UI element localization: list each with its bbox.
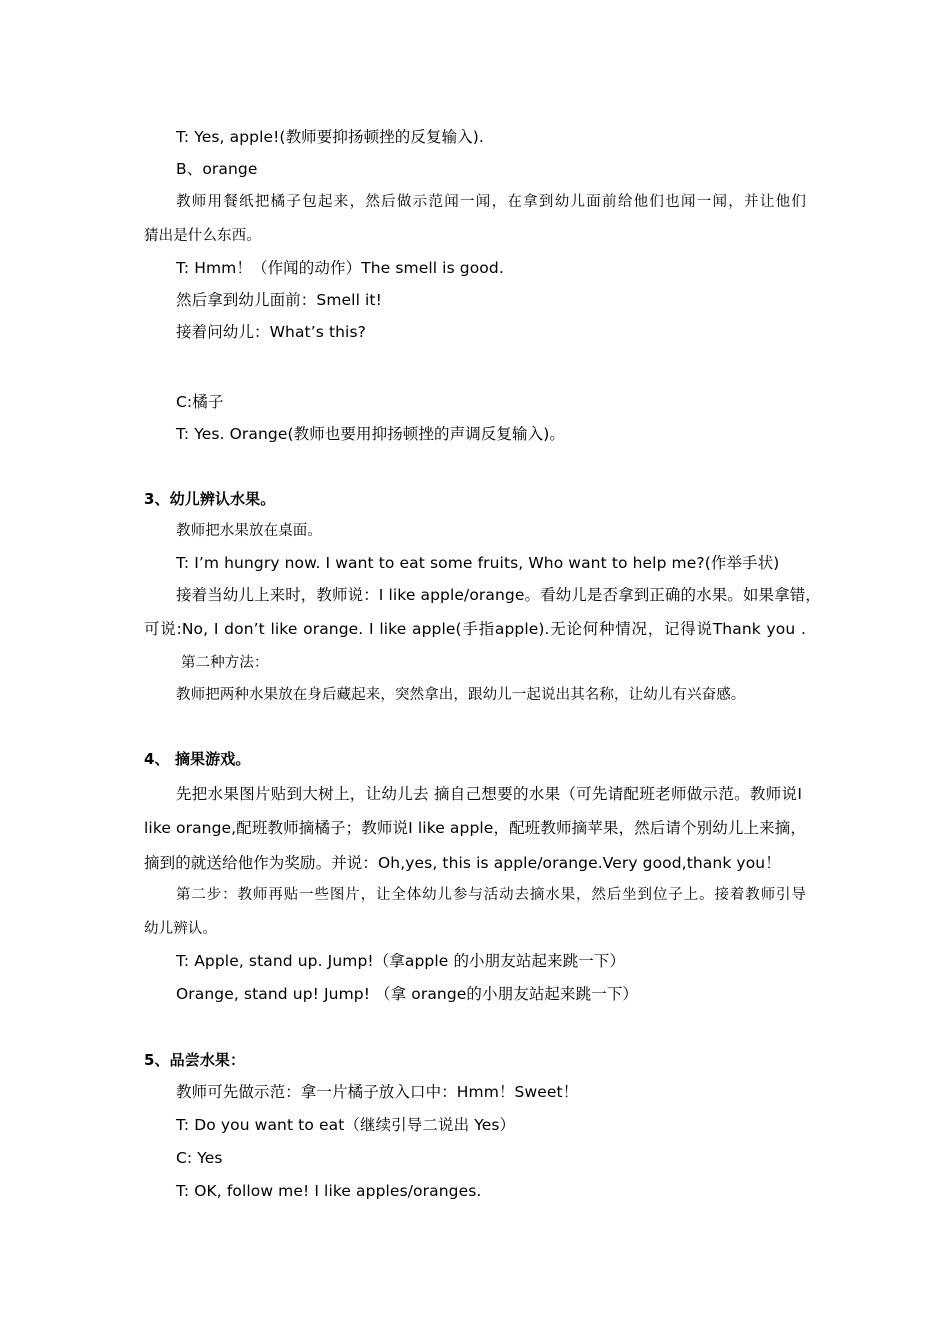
dialogue-line: Orange, stand up! Jump! （拿 orange的小朋友站起来跳一下） bbox=[176, 985, 639, 1003]
paragraph-line: 摘到的就送给他作为奖励。并说：Oh,yes, this is apple/orange.Very good,thank you！ bbox=[144, 854, 781, 872]
paragraph-line: like orange,配班教师摘橘子；教师说I like apple，配班教师摘苹果，然后请个别幼儿上来摘， bbox=[144, 819, 806, 837]
paragraph-line: 第二种方法： bbox=[181, 655, 269, 671]
dialogue-line: C:橘子 bbox=[176, 393, 224, 411]
section-heading: 3、幼儿辨认水果。 bbox=[144, 490, 276, 508]
paragraph-line: 可说:No, I don’t like orange. I like apple(手指apple).无论何种情况，记得说Thank you . bbox=[144, 620, 806, 638]
dialogue-line: C: Yes bbox=[176, 1149, 223, 1167]
paragraph-line: 幼儿辨认。 bbox=[144, 921, 217, 937]
dialogue-line: T: I’m hungry now. I want to eat some fruits, Who want to help me?(作举手状) bbox=[176, 554, 780, 572]
dialogue-line: T: OK, follow me! I like apples/oranges. bbox=[176, 1182, 482, 1200]
paragraph-line: 第二步：教师再贴一些图片，让全体幼儿参与活动去摘水果，然后坐到位子上。接着教师引导 bbox=[176, 887, 806, 903]
section-subheading: B、orange bbox=[176, 160, 258, 178]
dialogue-line: T: Yes, apple!(教师要抑扬顿挫的反复输入). bbox=[176, 128, 484, 146]
paragraph-line: 教师把两种水果放在身后藏起来，突然拿出，跟幼儿一起说出其名称，让幼儿有兴奋感。 bbox=[176, 687, 746, 703]
paragraph-line: 猜出是什么东西。 bbox=[144, 228, 261, 244]
paragraph-line: 接着问幼儿：What’s this? bbox=[176, 323, 366, 341]
section-heading: 4、 摘果游戏。 bbox=[144, 750, 251, 768]
section-heading: 5、品尝水果： bbox=[144, 1051, 246, 1069]
dialogue-line: T: Do you want to eat（继续引导二说出 Yes） bbox=[176, 1116, 516, 1134]
dialogue-line: T: Yes. Orange(教师也要用抑扬顿挫的声调反复输入)。 bbox=[176, 425, 565, 443]
paragraph-line: 然后拿到幼儿面前：Smell it! bbox=[176, 291, 382, 309]
paragraph-line: 接着当幼儿上来时，教师说：I like apple/orange。看幼儿是否拿到正确的水果。如果拿错， bbox=[176, 586, 821, 604]
dialogue-line: T: Hmm！（作闻的动作）The smell is good. bbox=[176, 259, 504, 277]
paragraph-line: 教师把水果放在桌面。 bbox=[176, 523, 322, 539]
paragraph-line: 先把水果图片贴到大树上，让幼儿去 摘自己想要的水果（可先请配班老师做示范。教师说I bbox=[176, 785, 802, 803]
dialogue-line: T: Apple, stand up. Jump!（拿apple 的小朋友站起来跳一下） bbox=[176, 952, 626, 970]
paragraph-line: 教师用餐纸把橘子包起来，然后做示范闻一闻，在拿到幼儿面前给他们也闻一闻，并让他们 bbox=[176, 194, 806, 210]
paragraph-line: 教师可先做示范：拿一片橘子放入口中：Hmm！Sweet！ bbox=[176, 1083, 579, 1101]
